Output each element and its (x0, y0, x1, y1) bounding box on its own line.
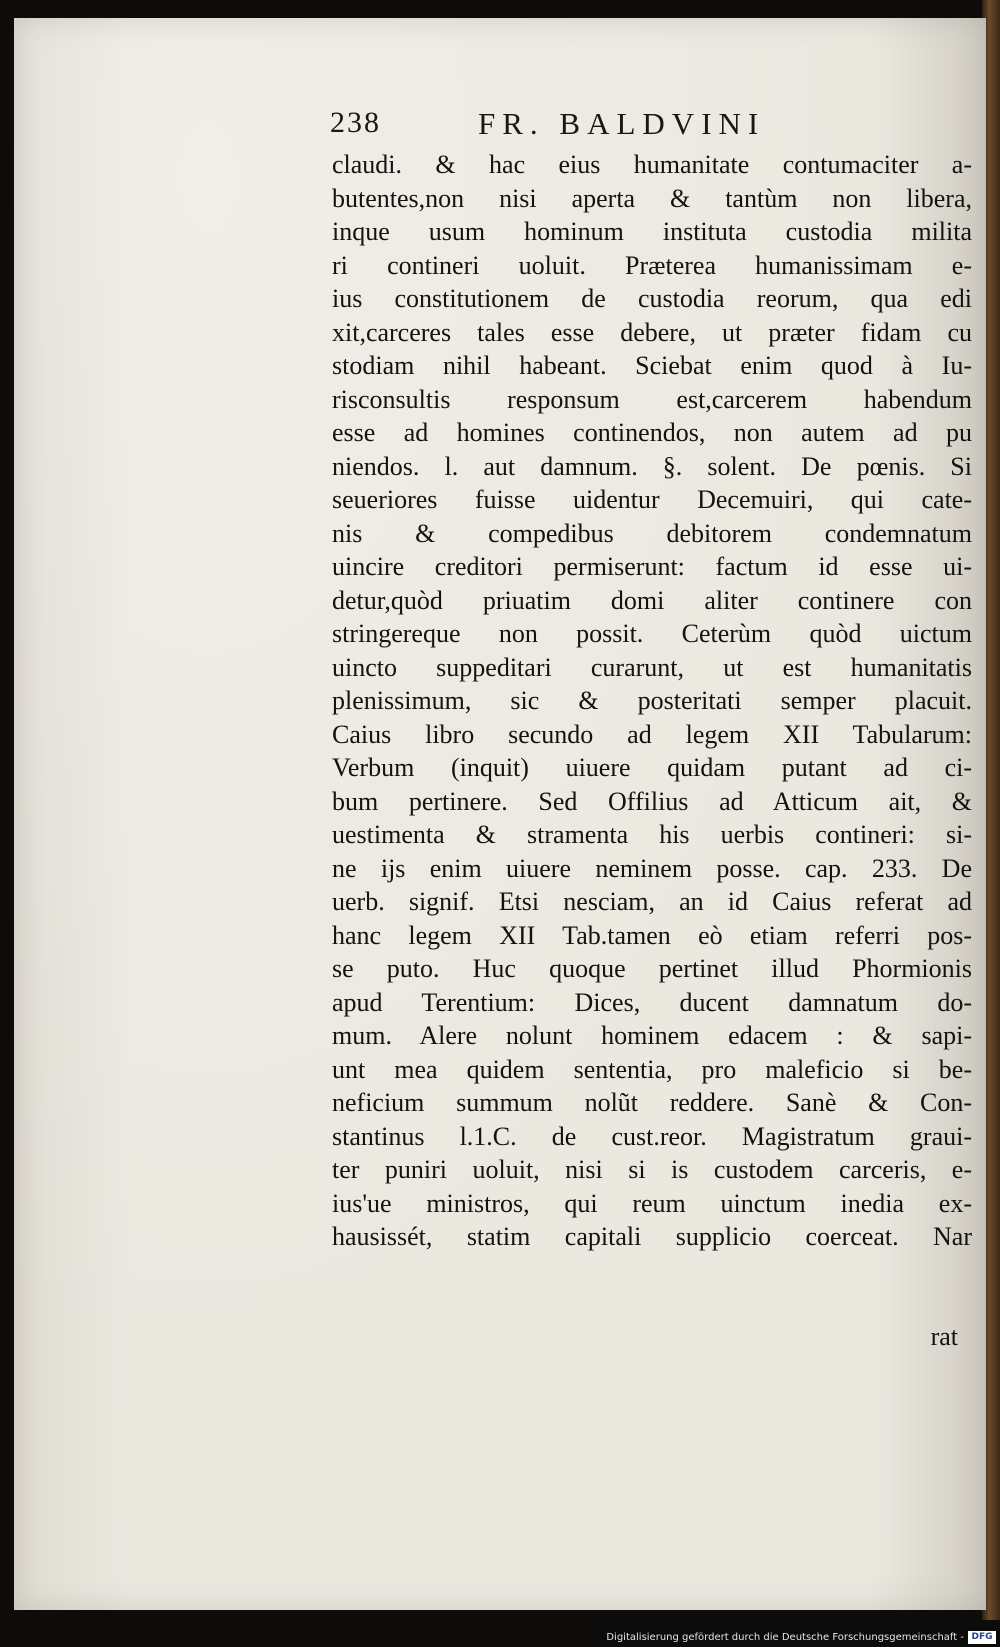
text-line: butentes,non nisi aperta & tantùm non libera, (332, 183, 972, 213)
text-line: hanc legem XII Tab.tamen eò etiam referri pos- (332, 920, 972, 950)
page-number: 238 (330, 106, 381, 139)
digitization-footer (600, 1628, 1000, 1647)
text-line: ius constitutionem de custodia reorum, qua edi (332, 284, 972, 313)
body-text (332, 148, 972, 1254)
text-line: uerb. signif. Etsi nesciam, an id Caius referat ad (332, 887, 972, 916)
catchword: rat (930, 1322, 958, 1351)
text-line: Verbum (inquit) uiuere quidam putant ad ci- (332, 753, 972, 782)
text-line: risconsultis responsum est,carcerem habendum (332, 384, 972, 414)
book-page (14, 18, 986, 1610)
text-line: esse ad homines continendos, non autem ad pu (332, 418, 972, 447)
text-line: ri contineri uoluit. Præterea humanissimam e- (332, 250, 972, 280)
text-line: xit,carceres tales esse debere, ut præter fidam cu (332, 317, 972, 347)
text-line: stringereque non possit. Ceterùm quòd uictum (332, 619, 972, 648)
text-line: inque usum hominum instituta custodia milita (332, 217, 972, 246)
text-line: unt mea quidem sententia, pro maleficio si be- (332, 1054, 972, 1084)
text-line: uincto suppeditari curarunt, ut est humanitatis (332, 652, 972, 682)
dfg-logo: DFG (968, 1631, 996, 1644)
running-head-author: FR. BALDVINI (478, 106, 766, 141)
text-line: niendos. l. aut damnum. §. solent. De pœnis. Si (332, 451, 972, 481)
text-line: plenissimum, sic & posteritati semper placuit. (332, 686, 972, 715)
text-line: uincire creditori permiserunt: factum id esse ui- (332, 552, 972, 581)
running-head (330, 106, 980, 146)
text-line: se puto. Huc quoque pertinet illud Phormionis (332, 954, 972, 983)
text-line: ius'ue ministros, qui reum uinctum inedia ex- (332, 1188, 972, 1218)
text-line: ter puniri uoluit, nisi si is custodem carceris, e- (332, 1155, 972, 1184)
text-line: uestimenta & stramenta his uerbis contineri: si- (332, 820, 972, 849)
text-line: Caius libro secundo ad legem XII Tabularum: (332, 719, 972, 749)
text-line: stantinus l.1.C. de cust.reor. Magistratum graui- (332, 1121, 972, 1151)
text-line: ne ijs enim uiuere neminem posse. cap. 233. De (332, 853, 972, 883)
text-line: detur,quòd priuatim domi aliter continere con (332, 585, 972, 615)
funding-credit: Digitalisierung gefördert durch die Deutsche Forschungsgemeinschaft - (606, 1632, 964, 1643)
text-line: seueriores fuisse uidentur Decemuiri, qui cate- (332, 485, 972, 514)
text-line: bum pertinere. Sed Offilius ad Atticum ait, & (332, 786, 972, 816)
text-line: neficium summum nolũt reddere. Sanè & Con- (332, 1088, 972, 1117)
text-line: hausissét, statim capitali supplicio coerceat. Nar (332, 1222, 972, 1251)
text-line: claudi. & hac eius humanitate contumaciter a- (332, 150, 972, 179)
text-line: stodiam nihil habeant. Sciebat enim quod à Iu- (332, 351, 972, 380)
text-line: nis & compedibus debitorem condemnatum (332, 518, 972, 548)
text-line: mum. Alere nolunt hominem edacem : & sapi- (332, 1021, 972, 1050)
text-line: apud Terentium: Dices, ducent damnatum do- (332, 987, 972, 1017)
